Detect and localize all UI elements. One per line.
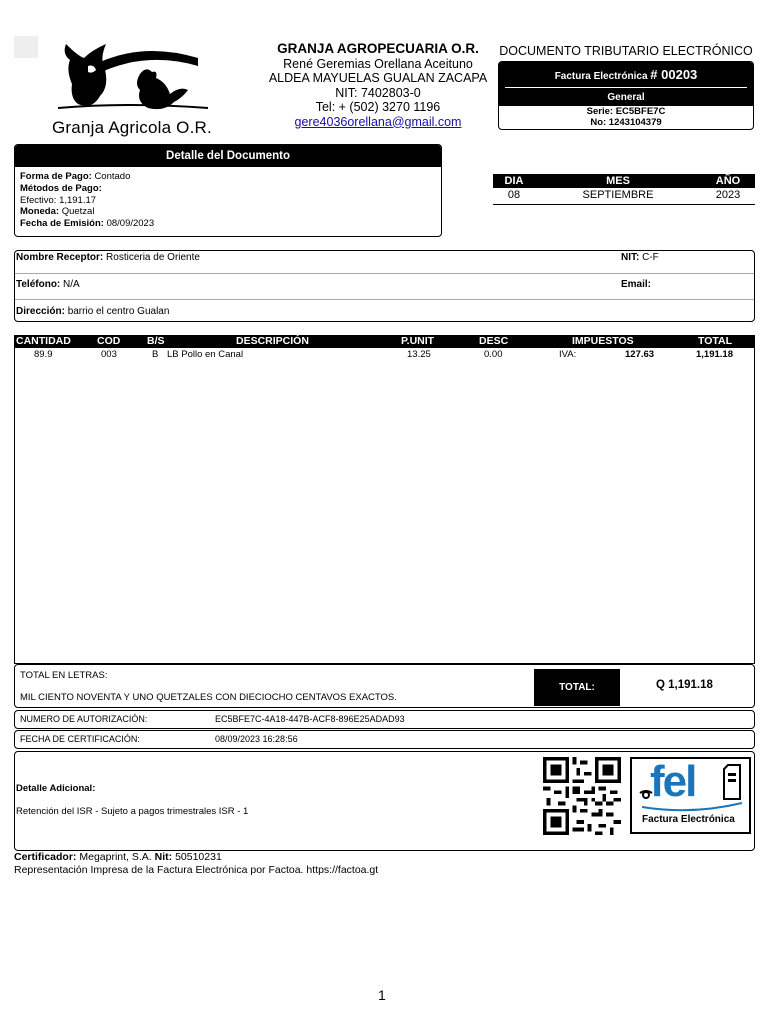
total-letras-label: TOTAL EN LETRAS: — [20, 670, 108, 681]
anio-value: 2023 — [715, 189, 741, 201]
receptor-divider-2 — [15, 299, 754, 300]
logo-text: Granja Agricola O.R. — [52, 118, 212, 137]
factura-bar — [499, 62, 753, 106]
company-nit: NIT: 7402803-0 — [335, 85, 421, 100]
company-info — [262, 42, 494, 129]
representacion-line: Representación Impresa de la Factura Electrónica por Factoa. https://factoa.gt — [14, 864, 379, 876]
total-value: Q 1,191.18 — [656, 679, 713, 691]
dia-header: DIA — [504, 175, 524, 187]
fel-caption: Factura Electrónica — [642, 814, 735, 825]
certificacion-box — [14, 730, 755, 749]
farm-animals-icon — [48, 36, 228, 116]
row-punit: 13.25 — [407, 349, 431, 360]
total-letras-value: MIL CIENTO NOVENTA Y UNO QUETZALES CON DIECIOCHO CENTAVOS EXACTOS. — [20, 692, 397, 703]
efectivo-value: Efectivo: 1,191.17 — [20, 194, 97, 206]
row-iva-label: IVA: — [559, 349, 577, 360]
date-header — [493, 174, 755, 188]
nit-receptor-row — [621, 252, 659, 263]
fecha-label: Fecha de Emisión: — [20, 218, 104, 230]
date-table — [493, 174, 755, 205]
receptor-divider-1 — [15, 273, 754, 274]
certificador-name: Megaprint, S.A. — [79, 851, 152, 863]
adicional-title: Detalle Adicional: — [16, 783, 96, 794]
company-name: GRANJA AGROPECUARIA O.R. — [277, 41, 479, 56]
detalle-box — [14, 144, 442, 237]
header-punit: P.UNIT — [401, 335, 435, 347]
moneda-label: Moneda: — [20, 206, 60, 218]
page-number: 1 — [378, 987, 386, 1003]
certificador-nit-label: Nit: — [154, 851, 173, 863]
factura-serie: Serie: EC5BFE7C — [586, 106, 666, 117]
header-total: TOTAL — [698, 335, 733, 347]
telefono-label: Teléfono: — [16, 279, 61, 290]
certificador-line — [14, 851, 222, 863]
factura-number: # 00203 — [650, 67, 698, 82]
nombre-receptor-row — [16, 252, 200, 263]
factura-label: Factura Electrónica — [554, 71, 648, 82]
factura-no: No: 1243104379 — [590, 117, 662, 128]
fecha-row — [20, 218, 436, 230]
qr-code-icon — [540, 757, 624, 835]
adicional-text: Retención del ISR - Sujeto a pagos trimestrales ISR - 1 — [16, 806, 249, 817]
company-owner: René Geremias Orellana Aceituno — [283, 56, 473, 71]
table-row — [15, 348, 754, 362]
anio-header: AÑO — [715, 175, 741, 187]
moneda-value: Quetzal — [61, 206, 95, 218]
header-descripcion: DESCRIPCIÓN — [236, 335, 309, 347]
mes-header: MES — [606, 175, 630, 187]
autorizacion-value: EC5BFE7C-4A18-447B-ACF8-896E25ADAD93 — [215, 714, 405, 724]
corner-mark — [14, 36, 38, 58]
row-cantidad: 89.9 — [34, 349, 53, 360]
company-address: ALDEA MAYUELAS GUALAN ZACAPA — [268, 71, 488, 85]
factura-type: General — [607, 92, 645, 103]
header-cantidad: CANTIDAD — [16, 335, 71, 347]
row-cod: 003 — [101, 349, 117, 360]
telefono-value: N/A — [63, 279, 80, 290]
factura-divider — [505, 87, 747, 88]
direccion-label: Dirección: — [16, 306, 65, 317]
total-label: TOTAL: — [559, 682, 595, 693]
company-email-link[interactable]: gere4036orellana@gmail.com — [294, 114, 462, 129]
certificador-nit: 50510231 — [175, 851, 222, 863]
nombre-receptor-value: Rosticeria de Oriente — [106, 252, 200, 263]
email-receptor-row — [621, 279, 651, 290]
moneda-row — [20, 206, 436, 218]
date-values — [493, 188, 755, 203]
receptor-box — [14, 250, 755, 322]
nit-receptor-value: C-F — [642, 252, 659, 263]
dia-value: 08 — [507, 189, 521, 201]
total-label-box — [534, 669, 620, 706]
forma-pago-label: Forma de Pago: — [20, 171, 92, 182]
items-table — [14, 335, 755, 664]
email-receptor-label: Email: — [621, 279, 652, 290]
row-iva-value: 127.63 — [625, 349, 655, 360]
row-bs: B — [152, 349, 159, 360]
autorizacion-label: NUMERO DE AUTORIZACIÓN: — [20, 714, 148, 724]
company-tel: Tel: + (502) 3270 1196 — [315, 100, 441, 114]
factura-box — [498, 61, 754, 130]
fel-logo — [630, 757, 751, 834]
metodos-label: Métodos de Pago: — [20, 182, 102, 194]
certificador-label: Certificador: — [14, 851, 77, 863]
mes-value: SEPTIEMBRE — [582, 189, 654, 201]
header-bs: B/S — [147, 335, 165, 347]
adicional-box — [14, 751, 755, 851]
forma-pago-row — [20, 171, 436, 183]
telefono-row — [16, 279, 80, 290]
fel-brand: fel — [650, 757, 696, 806]
fecha-value: 08/09/2023 — [106, 218, 155, 230]
doc-title: DOCUMENTO TRIBUTARIO ELECTRÓNICO — [499, 44, 753, 58]
header-cod: COD — [97, 335, 121, 347]
certificacion-value: 08/09/2023 16:28:56 — [215, 734, 298, 744]
header-impuestos: IMPUESTOS — [572, 335, 634, 347]
direccion-row — [16, 306, 169, 317]
certificacion-label: FECHA DE CERTIFICACIÓN: — [20, 734, 140, 744]
row-desc: 0.00 — [484, 349, 503, 360]
forma-pago-value: Contado — [94, 171, 131, 182]
nit-receptor-label: NIT: — [621, 252, 640, 263]
detalle-title: Detalle del Documento — [15, 145, 441, 167]
header-desc: DESC — [479, 335, 509, 347]
row-descripcion: LB Pollo en Canal — [167, 349, 244, 360]
direccion-value: barrio el centro Gualan — [67, 306, 170, 317]
detalle-content — [15, 167, 441, 234]
autorizacion-box — [14, 710, 755, 729]
total-letras-box — [14, 664, 755, 708]
company-logo — [48, 36, 228, 140]
nombre-receptor-label: Nombre Receptor: — [16, 252, 104, 263]
items-header — [15, 335, 754, 348]
row-total: 1,191.18 — [696, 349, 733, 360]
